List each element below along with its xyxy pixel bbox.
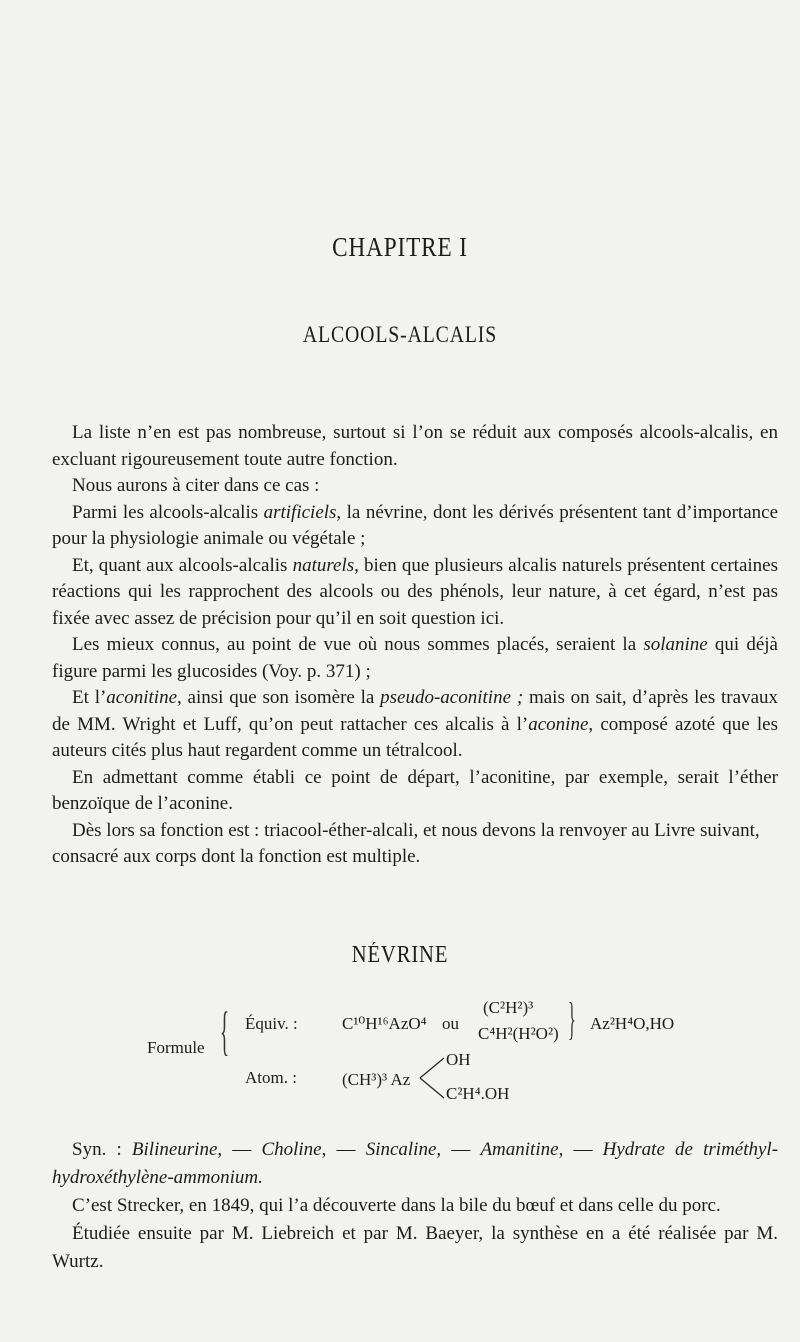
subsection-title: NÉVRINE	[351, 942, 449, 968]
equiv-formula: C¹⁰H¹⁶AzO⁴	[342, 1014, 427, 1033]
left-brace: {	[220, 1001, 230, 1061]
atom-bottom: C²H⁴.OH	[446, 1084, 510, 1103]
emphasis: aconitine	[106, 687, 177, 708]
chapter-title: CHAPITRE I	[332, 232, 468, 262]
equiv-label: Équiv. :	[245, 1014, 298, 1033]
atom-left: (CH³)³ Az	[342, 1070, 411, 1089]
or-word: ou	[442, 1014, 459, 1033]
equiv-right: Az²H⁴O,HO	[590, 1014, 675, 1033]
paragraph-6: Et l’aconitine, ainsi que son isomère la pseudo-aconitine ; mais on sait, d’après les travaux de MM. Wright et Luff, qu’on peut rattacher ces alcalis à l’aconine, composé azoté que les auteurs cités plus haut regardent comme un tétralcool.	[52, 687, 778, 761]
paragraph-9: C’est Strecker, en 1849, qui l’a découverte dans la bile du bœuf et dans celle du porc.	[72, 1195, 721, 1216]
body-text	[52, 420, 778, 871]
emphasis: aconine	[528, 713, 589, 735]
emphasis: solanine	[643, 634, 708, 655]
emphasis: artificiels	[263, 501, 337, 523]
emphasis: naturels	[292, 554, 355, 576]
emphasis: pseudo-aconitine ;	[380, 687, 524, 708]
formula-label: Formule	[147, 1038, 205, 1057]
paragraph-7: En admettant comme établi ce point de départ, l’aconitine, par exemple, serait l’éther benzoïque de l’aconine.	[52, 766, 778, 814]
right-brace: }	[568, 993, 576, 1044]
paragraph-10: Étudiée ensuite par M. Liebreich et par M. Baeyer, la synthèse en a été réalisée par M. Wurtz.	[52, 1223, 778, 1272]
body-text-2	[52, 1136, 778, 1276]
atom-top: OH	[446, 1050, 471, 1069]
synonyms: Syn. : Bilineurine, — Choline, — Sincaline, — Amanitine, — Hydrate de triméthyl-hydroxéthylène-ammonium.	[52, 1139, 779, 1188]
bond-lines	[418, 1054, 448, 1102]
paragraph-4: Et, quant aux alcools-alcalis naturels, bien que plusieurs alcalis naturels présentent certaines réactions qui les rapprochent des alcools ou des phénols, leur nature, à cet égard, n’est pas fixée avec assez de précision pour qu’il en soit question ici.	[52, 554, 778, 629]
fraction-bottom: C⁴H²(H²O²)	[478, 1024, 559, 1043]
paragraph-1: La liste n’en est pas nombreuse, surtout si l’on se réduit aux composés alcools-alcalis, en excluant rigoureusement toute autre fonction.	[52, 422, 778, 470]
paragraph-5: Les mieux connus, au point de vue où nous sommes placés, seraient la solanine qui déjà figure parmi les glucosides (Voy. p. 371) ;	[52, 634, 778, 682]
atom-label: Atom. :	[245, 1068, 297, 1087]
paragraph-8: Dès lors sa fonction est : triacool-éther-alcali, et nous devons la renvoyer au Livre suivant, consacré aux corps dont la fonction est multiple.	[52, 819, 760, 867]
chemical-formula	[0, 993, 800, 1108]
paragraph-2: Nous aurons à citer dans ce cas :	[72, 475, 320, 496]
fraction-top: (C²H²)³	[483, 998, 534, 1017]
section-title: ALCOOLS-ALCALIS	[302, 322, 498, 347]
paragraph-3: Parmi les alcools-alcalis artificiels, la névrine, dont les dérivés présentent tant d’importance pour la physiologie animale ou végétale ;	[52, 501, 778, 549]
